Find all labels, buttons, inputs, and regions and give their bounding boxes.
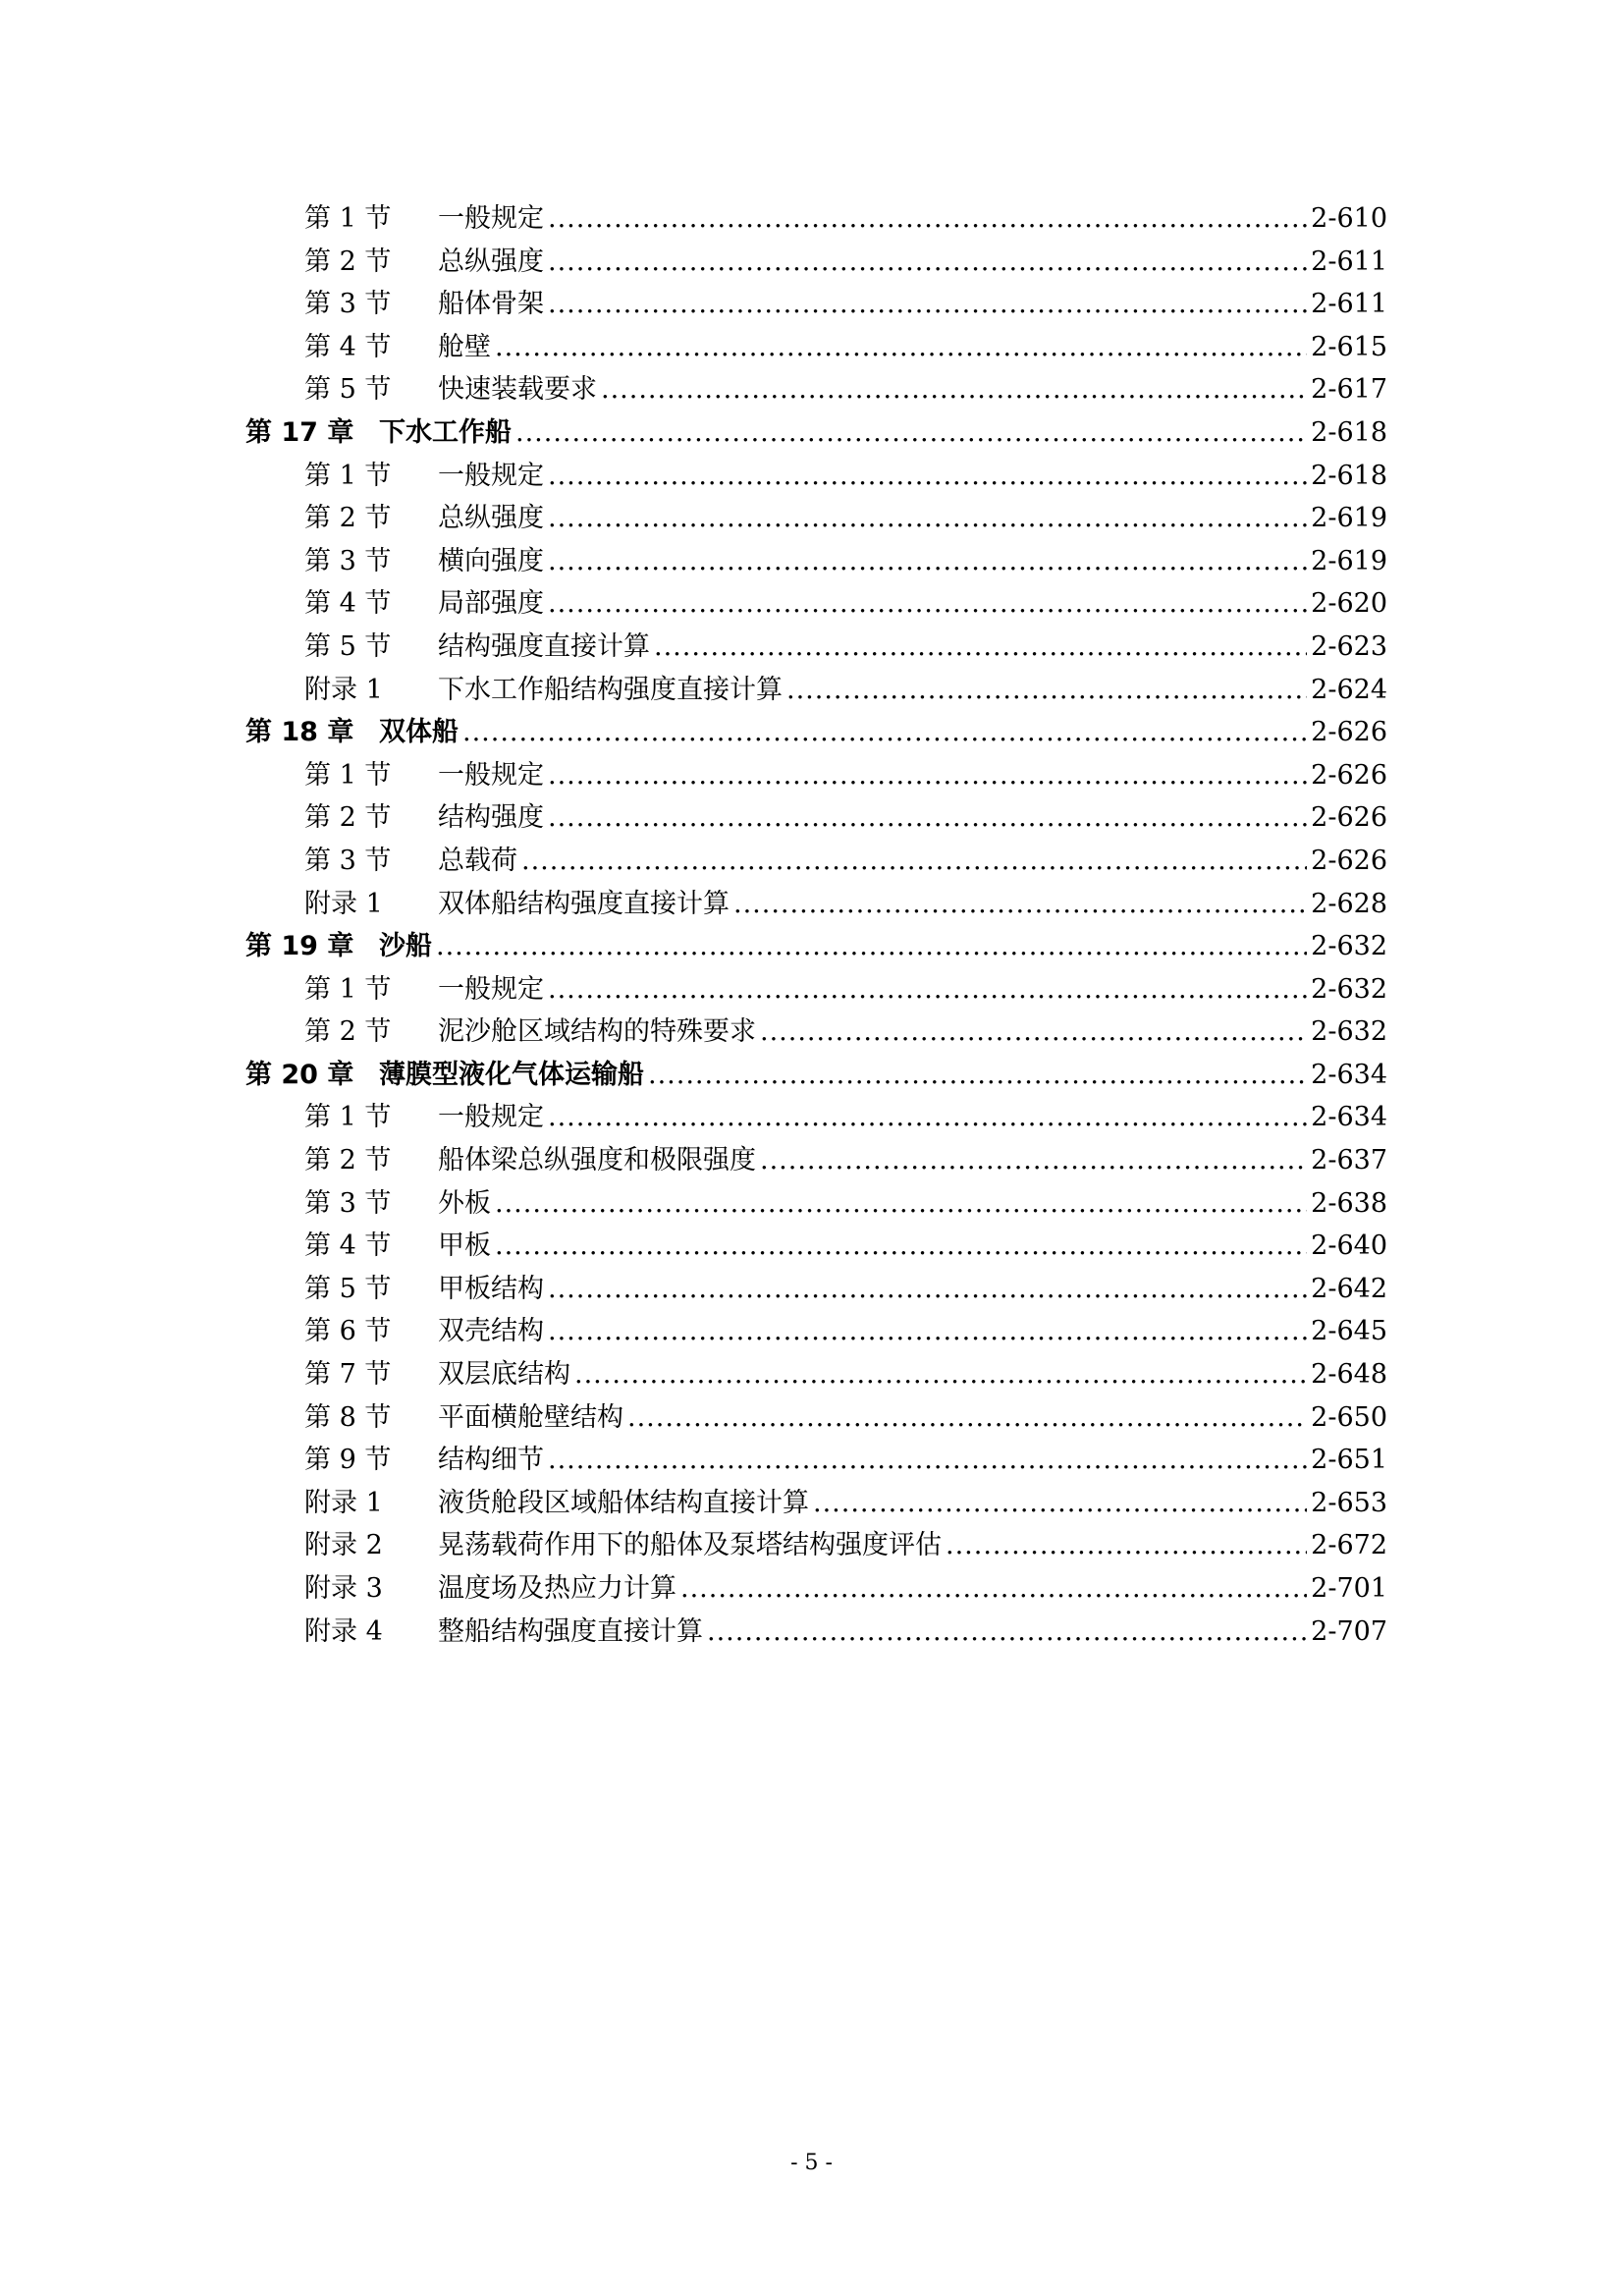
- toc-section-entry[interactable]: [245, 368, 1387, 411]
- dot-leader: [548, 540, 1307, 583]
- toc-entry-title: 泥沙舱区域结构的特殊要求: [438, 1016, 756, 1048]
- toc-entry-label: 附录 1: [304, 888, 383, 919]
- dot-leader: [946, 1524, 1307, 1567]
- toc-chapter-entry[interactable]: [245, 411, 1387, 455]
- toc-entry-title: 结构细节: [438, 1445, 544, 1476]
- toc-entry-label: 第 3 节: [304, 545, 392, 576]
- toc-entry-page: 2-618: [1311, 416, 1387, 448]
- dot-leader: [654, 626, 1307, 669]
- toc-entry-label: 第 6 节: [304, 1316, 392, 1347]
- toc-entry-label: 附录 3: [304, 1573, 383, 1604]
- dot-leader: [548, 754, 1307, 797]
- toc-entry-page: 2-611: [1311, 246, 1387, 277]
- table-of-contents: [245, 197, 1387, 1653]
- toc-section-entry[interactable]: [245, 1268, 1387, 1311]
- toc-section-entry[interactable]: [245, 1353, 1387, 1396]
- toc-entry-page: 2-618: [1311, 460, 1387, 491]
- dot-leader: [548, 455, 1307, 498]
- toc-entry-label: 第 1 节: [304, 203, 392, 234]
- toc-entry-page: 2-653: [1311, 1487, 1387, 1518]
- toc-section-entry[interactable]: [245, 840, 1387, 883]
- toc-section-entry[interactable]: [245, 1567, 1387, 1611]
- toc-section-entry[interactable]: [245, 1139, 1387, 1182]
- dot-leader: [733, 883, 1307, 926]
- toc-chapter-entry[interactable]: [245, 925, 1387, 968]
- toc-chapter-entry[interactable]: [245, 1054, 1387, 1097]
- dot-leader: [574, 1353, 1307, 1396]
- toc-section-entry[interactable]: [245, 197, 1387, 241]
- toc-entry-page: 2-632: [1311, 931, 1387, 962]
- toc-entry-label: 第 1 节: [304, 460, 392, 491]
- toc-entry-title: 双层底结构: [438, 1359, 570, 1391]
- toc-entry-label: 第 17 章: [245, 416, 354, 448]
- toc-section-entry[interactable]: [245, 626, 1387, 669]
- dot-leader: [707, 1611, 1307, 1654]
- toc-entry-label: 第 9 节: [304, 1445, 392, 1476]
- toc-entry-page: 2-707: [1311, 1615, 1387, 1647]
- toc-entry-label: 第 8 节: [304, 1401, 392, 1433]
- toc-entry-label: 第 5 节: [304, 1273, 392, 1304]
- dot-leader: [786, 669, 1307, 712]
- toc-entry-page: 2-672: [1311, 1530, 1387, 1561]
- toc-entry-page: 2-611: [1311, 289, 1387, 320]
- toc-section-entry[interactable]: [245, 1396, 1387, 1440]
- toc-entry-title: 液货舱段区域船体结构直接计算: [438, 1487, 809, 1518]
- dot-leader: [462, 711, 1307, 754]
- toc-section-entry[interactable]: [245, 1524, 1387, 1567]
- toc-entry-title: 总纵强度: [438, 246, 544, 277]
- toc-entry-title: 结构强度: [438, 802, 544, 834]
- dot-leader: [680, 1567, 1307, 1611]
- toc-entry-label: 第 2 节: [304, 246, 392, 277]
- toc-entry-page: 2-645: [1311, 1316, 1387, 1347]
- toc-entry-page: 2-701: [1311, 1573, 1387, 1604]
- toc-section-entry[interactable]: [245, 582, 1387, 626]
- toc-entry-title: 结构强度直接计算: [438, 630, 650, 662]
- dot-leader: [436, 925, 1307, 968]
- toc-entry-page: 2-626: [1311, 802, 1387, 834]
- toc-entry-label: 第 5 节: [304, 374, 392, 406]
- dot-leader: [548, 197, 1307, 241]
- toc-entry-label: 第 3 节: [304, 1187, 392, 1219]
- dot-leader: [760, 1139, 1307, 1182]
- toc-entry-title: 薄膜型液化气体运输船: [379, 1059, 644, 1090]
- toc-entry-title: 下水工作船: [379, 416, 512, 448]
- dot-leader: [515, 411, 1307, 455]
- toc-entry-title: 整船结构强度直接计算: [438, 1615, 703, 1647]
- toc-entry-page: 2-650: [1311, 1401, 1387, 1433]
- dot-leader: [521, 840, 1307, 883]
- toc-entry-label: 第 18 章: [245, 717, 354, 748]
- toc-entry-label: 第 5 节: [304, 630, 392, 662]
- toc-entry-page: 2-634: [1311, 1102, 1387, 1133]
- dot-leader: [813, 1482, 1307, 1525]
- toc-entry-title: 甲板结构: [438, 1273, 544, 1304]
- toc-entry-label: 第 2 节: [304, 1016, 392, 1048]
- toc-entry-page: 2-617: [1311, 374, 1387, 406]
- dot-leader: [495, 326, 1307, 369]
- toc-entry-title: 一般规定: [438, 1102, 544, 1133]
- dot-leader: [548, 1310, 1307, 1353]
- toc-entry-title: 双壳结构: [438, 1316, 544, 1347]
- toc-entry-label: 第 4 节: [304, 331, 392, 362]
- dot-leader: [760, 1011, 1307, 1054]
- toc-entry-label: 第 2 节: [304, 802, 392, 834]
- dot-leader: [548, 241, 1307, 284]
- toc-section-entry[interactable]: [245, 968, 1387, 1011]
- toc-entry-page: 2-626: [1311, 845, 1387, 876]
- dot-leader: [548, 968, 1307, 1011]
- toc-section-entry[interactable]: [245, 540, 1387, 583]
- toc-entry-page: 2-626: [1311, 759, 1387, 791]
- toc-section-entry[interactable]: [245, 283, 1387, 326]
- toc-section-entry[interactable]: [245, 1611, 1387, 1654]
- dot-leader: [548, 497, 1307, 540]
- toc-entry-label: 第 4 节: [304, 588, 392, 620]
- toc-entry-label: 第 3 节: [304, 845, 392, 876]
- toc-section-entry[interactable]: [245, 497, 1387, 540]
- toc-entry-title: 下水工作船结构强度直接计算: [438, 674, 783, 705]
- toc-entry-page: 2-642: [1311, 1273, 1387, 1304]
- toc-section-entry[interactable]: [245, 883, 1387, 926]
- toc-chapter-entry[interactable]: [245, 711, 1387, 754]
- dot-leader: [601, 368, 1307, 411]
- toc-entry-label: 第 4 节: [304, 1230, 392, 1262]
- page-number: - 5 -: [790, 2151, 833, 2175]
- dot-leader: [495, 1225, 1307, 1268]
- dot-leader: [548, 582, 1307, 626]
- toc-entry-page: 2-634: [1311, 1059, 1387, 1090]
- toc-entry-label: 第 1 节: [304, 1102, 392, 1133]
- toc-entry-title: 甲板: [438, 1230, 491, 1262]
- toc-entry-page: 2-632: [1311, 1016, 1387, 1048]
- toc-entry-label: 附录 2: [304, 1530, 383, 1561]
- toc-entry-label: 第 19 章: [245, 931, 354, 962]
- toc-entry-page: 2-632: [1311, 973, 1387, 1005]
- toc-entry-page: 2-628: [1311, 888, 1387, 919]
- toc-entry-title: 局部强度: [438, 588, 544, 620]
- toc-entry-title: 双体船结构强度直接计算: [438, 888, 730, 919]
- dot-leader: [627, 1396, 1307, 1440]
- toc-entry-title: 总纵强度: [438, 503, 544, 534]
- toc-section-entry[interactable]: [245, 669, 1387, 712]
- toc-section-entry[interactable]: [245, 1182, 1387, 1226]
- toc-section-entry[interactable]: [245, 326, 1387, 369]
- toc-entry-title: 一般规定: [438, 973, 544, 1005]
- toc-section-entry[interactable]: [245, 1482, 1387, 1525]
- dot-leader: [548, 796, 1307, 840]
- toc-entry-label: 第 1 节: [304, 759, 392, 791]
- toc-entry-title: 外板: [438, 1187, 491, 1219]
- dot-leader: [548, 1439, 1307, 1482]
- toc-entry-title: 一般规定: [438, 759, 544, 791]
- toc-entry-page: 2-623: [1311, 630, 1387, 662]
- toc-entry-label: 第 2 节: [304, 1145, 392, 1176]
- toc-entry-title: 双体船: [379, 717, 459, 748]
- toc-entry-title: 一般规定: [438, 203, 544, 234]
- toc-entry-title: 平面横舱壁结构: [438, 1401, 623, 1433]
- toc-section-entry[interactable]: [245, 1310, 1387, 1353]
- toc-entry-label: 第 7 节: [304, 1359, 392, 1391]
- toc-entry-label: 第 2 节: [304, 503, 392, 534]
- toc-entry-title: 船体梁总纵强度和极限强度: [438, 1145, 756, 1176]
- toc-entry-label: 第 20 章: [245, 1059, 354, 1090]
- toc-section-entry[interactable]: [245, 1011, 1387, 1054]
- toc-entry-page: 2-610: [1311, 203, 1387, 234]
- toc-entry-label: 附录 1: [304, 1487, 383, 1518]
- dot-leader: [495, 1182, 1307, 1226]
- toc-section-entry[interactable]: [245, 1439, 1387, 1482]
- dot-leader: [548, 1268, 1307, 1311]
- dot-leader: [548, 1096, 1307, 1139]
- toc-entry-label: 附录 1: [304, 674, 383, 705]
- toc-entry-label: 第 1 节: [304, 973, 392, 1005]
- toc-entry-title: 总载荷: [438, 845, 517, 876]
- toc-section-entry[interactable]: [245, 241, 1387, 284]
- toc-entry-page: 2-648: [1311, 1359, 1387, 1391]
- toc-section-entry[interactable]: [245, 455, 1387, 498]
- toc-entry-title: 船体骨架: [438, 289, 544, 320]
- toc-entry-title: 舱壁: [438, 331, 491, 362]
- toc-entry-page: 2-620: [1311, 588, 1387, 620]
- toc-entry-label: 第 3 节: [304, 289, 392, 320]
- toc-entry-title: 一般规定: [438, 460, 544, 491]
- toc-entry-page: 2-619: [1311, 545, 1387, 576]
- toc-entry-page: 2-626: [1311, 717, 1387, 748]
- dot-leader: [548, 283, 1307, 326]
- toc-entry-title: 晃荡载荷作用下的船体及泵塔结构强度评估: [438, 1530, 942, 1561]
- toc-section-entry[interactable]: [245, 796, 1387, 840]
- toc-entry-label: 附录 4: [304, 1615, 383, 1647]
- toc-entry-page: 2-651: [1311, 1445, 1387, 1476]
- toc-entry-page: 2-619: [1311, 503, 1387, 534]
- toc-entry-page: 2-640: [1311, 1230, 1387, 1262]
- toc-entry-title: 温度场及热应力计算: [438, 1573, 676, 1604]
- toc-entry-title: 快速装载要求: [438, 374, 597, 406]
- toc-entry-page: 2-624: [1311, 674, 1387, 705]
- dot-leader: [648, 1054, 1307, 1097]
- toc-entry-page: 2-638: [1311, 1187, 1387, 1219]
- toc-entry-page: 2-637: [1311, 1145, 1387, 1176]
- toc-entry-title: 沙船: [379, 931, 432, 962]
- toc-entry-title: 横向强度: [438, 545, 544, 576]
- toc-section-entry[interactable]: [245, 1225, 1387, 1268]
- toc-section-entry[interactable]: [245, 1096, 1387, 1139]
- toc-section-entry[interactable]: [245, 754, 1387, 797]
- toc-entry-page: 2-615: [1311, 331, 1387, 362]
